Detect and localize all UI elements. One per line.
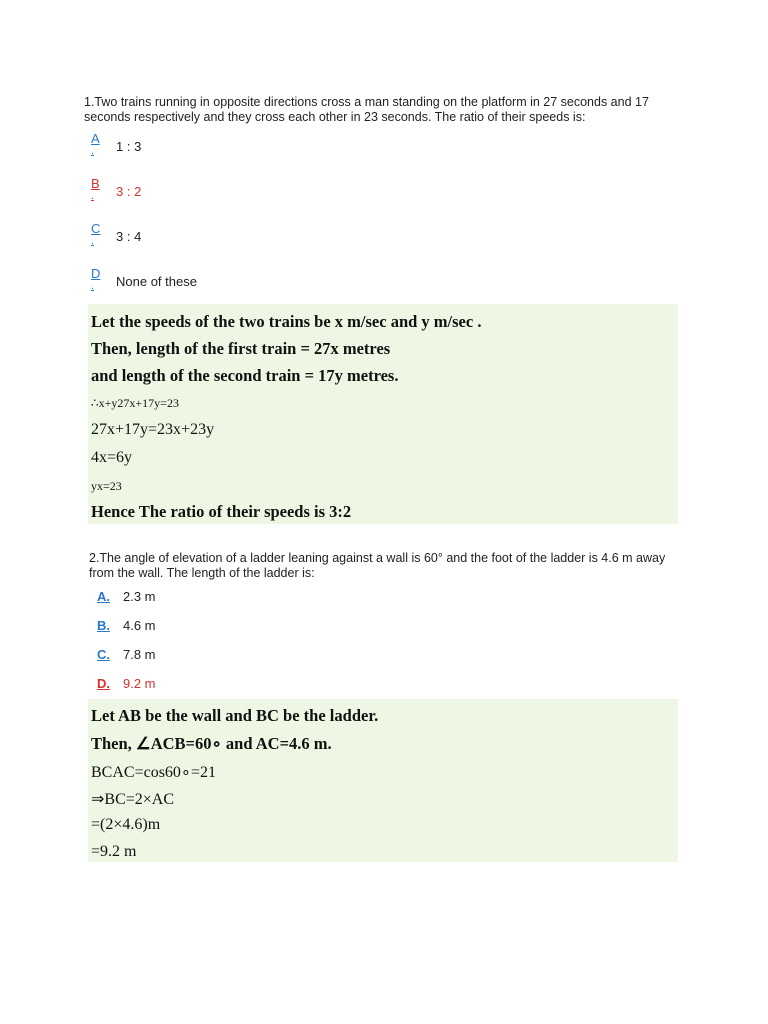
solution-line: Then, length of the first train = 27x metres	[91, 339, 391, 358]
option-dot: .	[91, 280, 95, 292]
option-letter[interactable]: A.	[97, 589, 110, 604]
question-1-text: 1.Two trains running in opposite directions cross a man standing on the platform in 27 seconds and 17 seconds respectively and they cross each other in 23 seconds. The ratio of their speeds is:	[84, 95, 649, 124]
solution-line: BCAC=cos60∘=21	[91, 764, 216, 781]
solution-line: Then, ∠ACB=60∘ and AC=4.6 m.	[91, 734, 332, 753]
q2-option-c[interactable]	[97, 647, 156, 662]
solution-line: and length of the second train = 17y metres.	[91, 366, 399, 385]
solution-line: 27x+17y=23x+23y	[91, 421, 215, 438]
solution-line: 4x=6y	[91, 449, 133, 466]
option-value: 9.2 m	[123, 676, 156, 691]
question-2-text: 2.The angle of elevation of a ladder leaning against a wall is 60° and the foot of the ladder is 4.6 m away from the wall. The length of the ladder is:	[89, 551, 666, 580]
option-letter[interactable]: C	[91, 221, 101, 236]
option-letter[interactable]: D	[91, 266, 101, 281]
option-value: 2.3 m	[123, 589, 156, 604]
option-value: None of these	[116, 274, 197, 289]
q2-option-d[interactable]	[97, 676, 156, 691]
option-letter[interactable]: C.	[97, 647, 110, 662]
q1-solution-box	[88, 304, 678, 524]
q2-solution-box	[88, 699, 678, 862]
solution-line: ∴x+y27x+17y=23	[91, 396, 179, 410]
option-letter[interactable]: D.	[97, 676, 110, 691]
q2-option-b[interactable]	[97, 618, 156, 633]
solution-line: =9.2 m	[91, 843, 137, 860]
solution-line: Let the speeds of the two trains be x m/sec and y m/sec .	[91, 312, 482, 331]
option-value: 3 : 4	[116, 229, 142, 244]
option-dot: .	[91, 145, 95, 157]
option-value: 3 : 2	[116, 184, 142, 199]
option-letter[interactable]: B.	[97, 618, 110, 633]
solution-line: Hence The ratio of their speeds is 3:2	[91, 502, 352, 521]
solution-line: yx=23	[91, 479, 122, 493]
option-letter[interactable]: B	[91, 176, 100, 191]
option-dot: .	[91, 190, 95, 202]
solution-line: Let AB be the wall and BC be the ladder.	[91, 706, 379, 725]
option-dot: .	[91, 235, 95, 247]
option-value: 1 : 3	[116, 139, 142, 154]
option-value: 7.8 m	[123, 647, 156, 662]
option-letter[interactable]: A	[91, 131, 100, 146]
solution-line: ⇒BC=2×AC	[91, 791, 175, 808]
solution-line: =(2×4.6)m	[91, 816, 161, 833]
option-value: 4.6 m	[123, 618, 156, 633]
q2-option-a[interactable]	[97, 589, 156, 604]
